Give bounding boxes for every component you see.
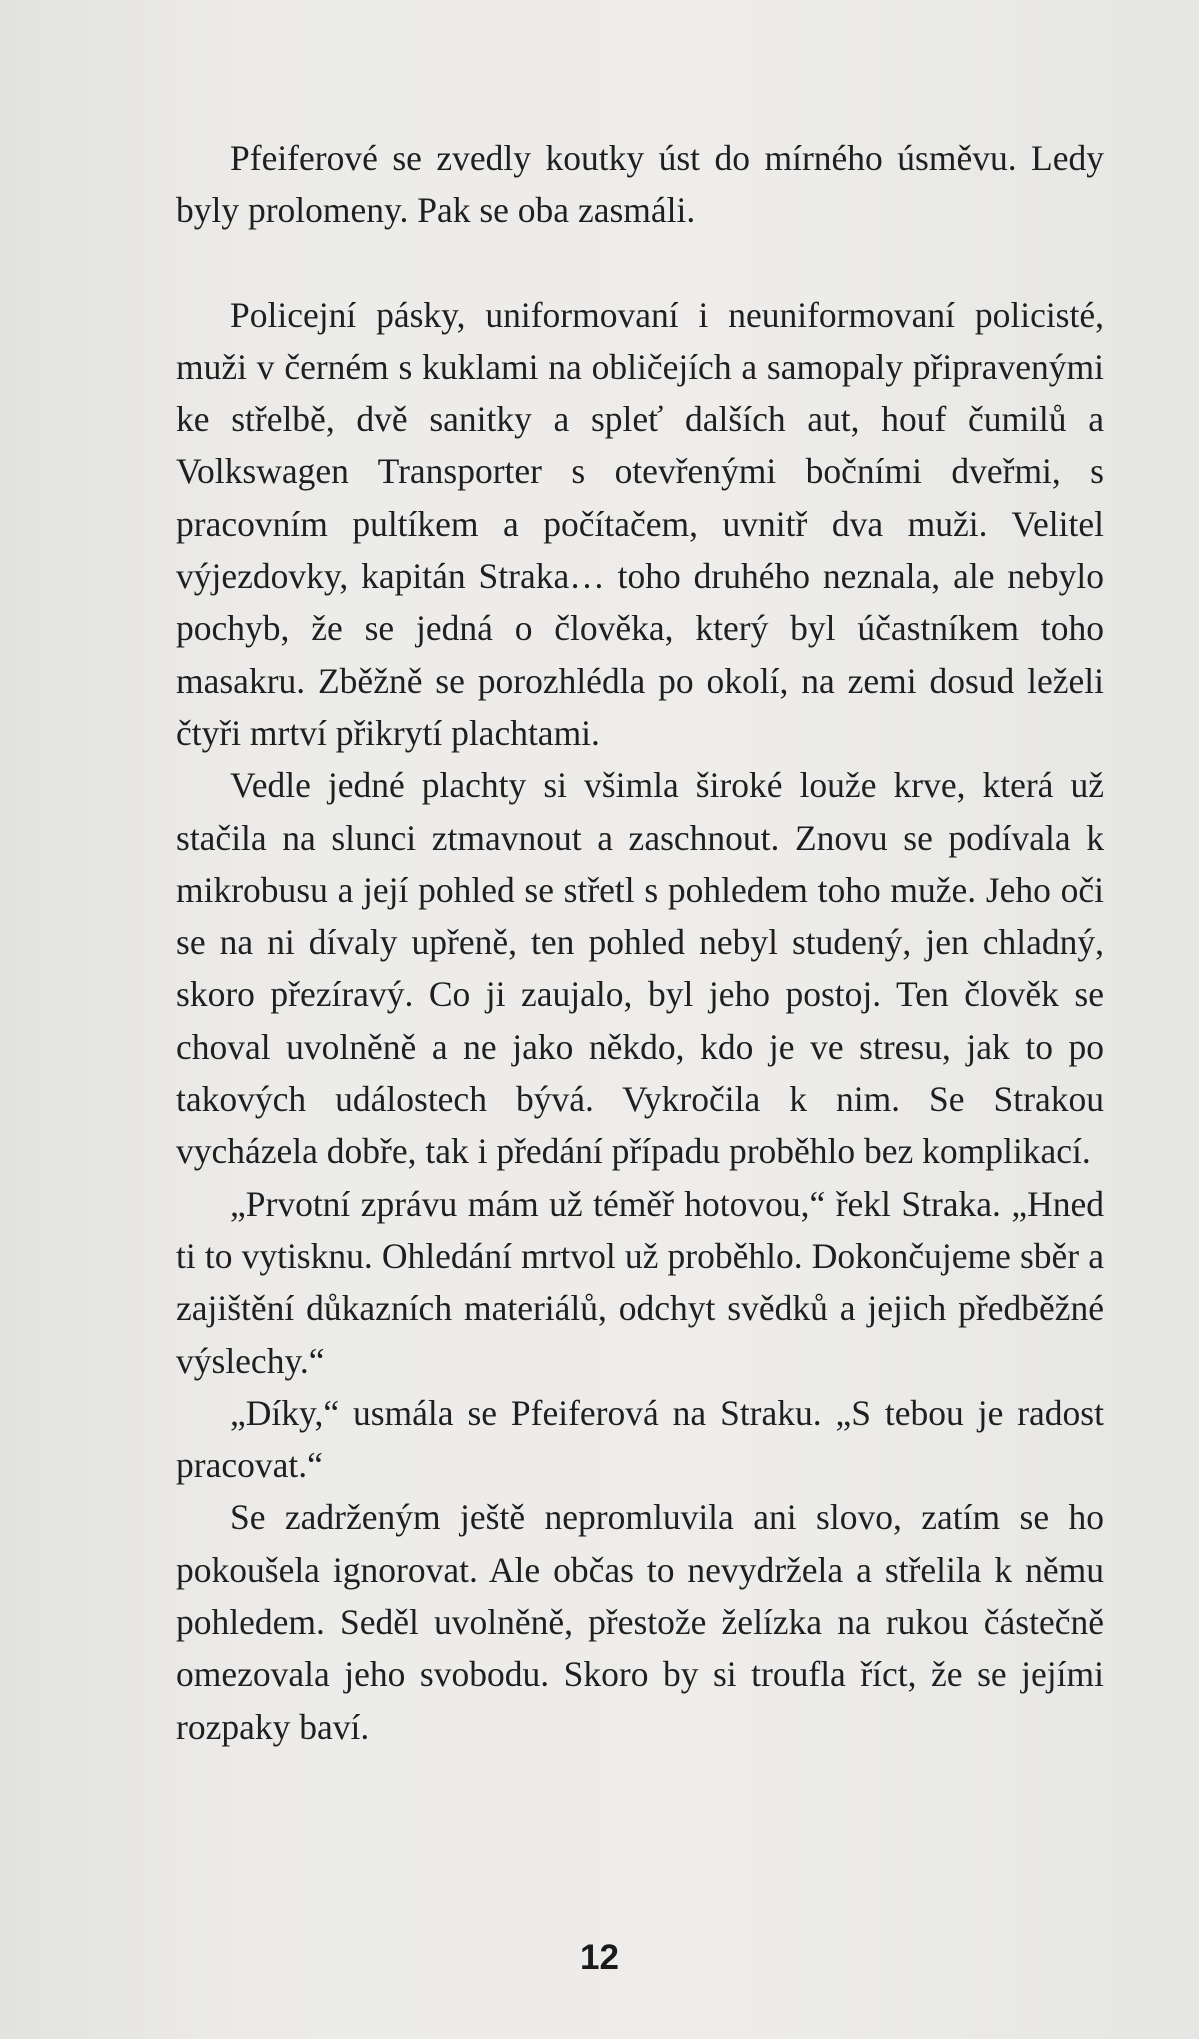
paragraph-5: „Díky,“ usmála se Pfeiferová na Straku. „S tebou je radost pracovat.“ <box>176 1392 1104 1486</box>
page-number: 12 <box>580 1938 619 1977</box>
paragraph-6: Se zadrženým ještě nepromluvila ani slovo, zatím se ho pokoušela ignorovat. Ale občas to nevydržela a střelila k němu pohledem. Seděl uvolněně, přestože želízka na rukou částečně omezovala jeho svobodu. Skoro by si troufla říct, že se jejími rozpaky baví. <box>176 1497 1104 1747</box>
paragraph-4: „Prvotní zprávu mám už téměř hotovou,“ řekl Straka. „Hned ti to vytisknu. Ohledání mrtvol už proběhlo. Dokončujeme sběr a zajištění důkazních materiálů, odchyt svědků a jejich předběžné výslechy.“ <box>176 1183 1104 1381</box>
paragraph-3: Vedle jedné plachty si všimla široké louže krve, která už stačila na slunci ztmavnout a zaschnout. Znovu se podívala k mikrobusu a její pohled se střetl s pohledem toho muže. Jeho oči se na ni dívaly upřeně, ten pohled nebyl studený, jen chladný, skoro přezíravý. Co ji zaujalo, byl jeho postoj. Ten člověk se choval uvolněně a ne jako někdo, kdo je ve stresu, jak to po takových událostech bývá. Vykročila k nim. Se Strakou vycházela dobře, tak i předání případu proběhlo bez komplikací. <box>176 765 1104 1172</box>
paragraph-1: Pfeiferové se zvedly koutky úst do mírného úsměvu. Ledy byly prolomeny. Pak se oba zasmáli. <box>176 138 1104 231</box>
paragraph-2: Policejní pásky, uniformovaní i neuniformovaní policisté, muži v černém s kuklami na obličejích a samopaly připravenými ke střelbě, dvě sanitky a spleť dalších aut, houf čumilů a Volkswagen Transporter s otevřenými bočními dveřmi, s pracovním pultíkem a počítačem, uvnitř dva muži. Velitel výjezdovky, kapitán Straka… toho druhého neznala, ale nebylo pochyb, že se jedná o člověka, který byl účastníkem toho masakru. Zběžně se porozhlédla po okolí, na zemi dosud leželi čtyři mrtví přikrytí plachtami. <box>176 294 1104 753</box>
body-text <box>176 132 1104 1753</box>
